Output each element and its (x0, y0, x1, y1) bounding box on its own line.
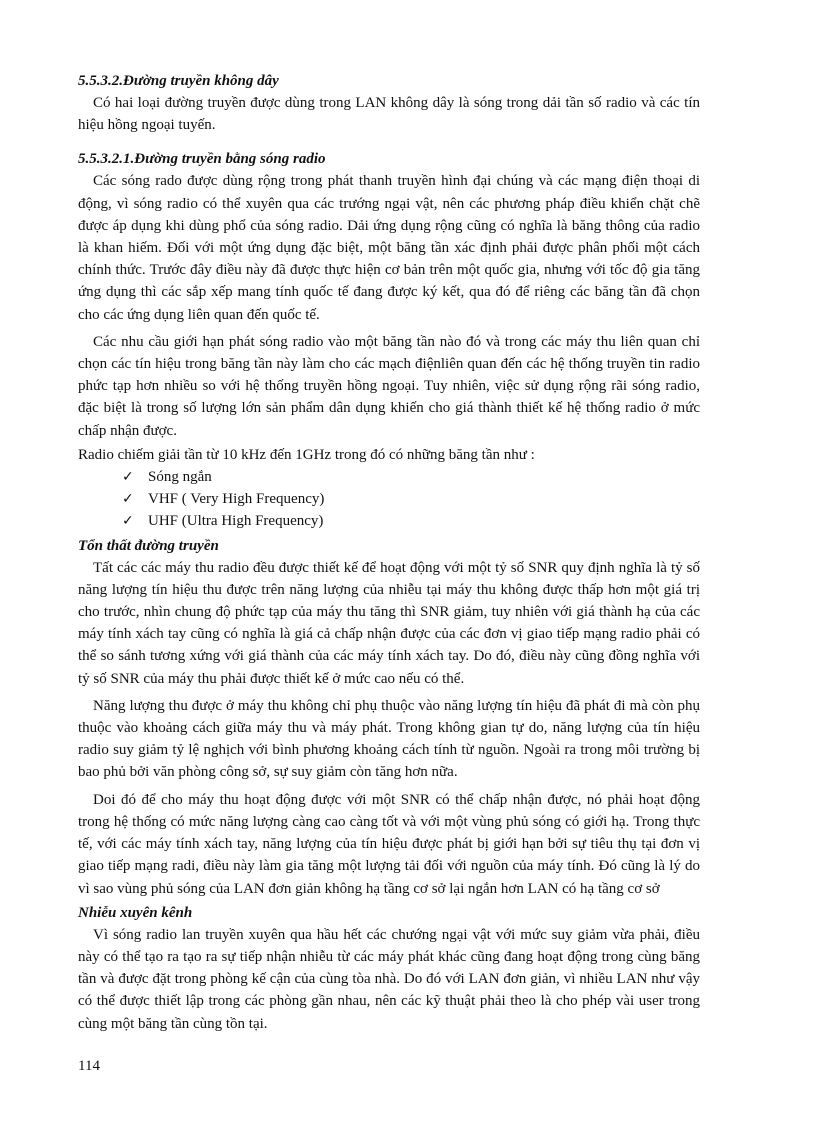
section-heading-crosstalk: Nhiễu xuyên kênh (78, 904, 193, 921)
page-content (78, 70, 700, 1035)
paragraph: Năng lượng thu được ở máy thu không chỉ phụ thuộc vào năng lượng tín hiệu đã phát đi mà còn phụ thuộc vào khoảng cách giữa máy thu và máy phát. Trong không gian tự do, năng lượng của tín hiệu radio suy giảm tỷ lệ nghịch với bình phương khoảng cách tính từ nguồn. Ngoài ra trong môi trường bị bao phủ bởi văn phòng công sở, sự suy giảm còn tăng hơn nữa. (78, 697, 700, 781)
check-icon: ✓ (122, 513, 134, 530)
page-number: 114 (78, 1058, 100, 1074)
list-item (122, 488, 700, 510)
list-item-text: VHF ( Very High Frequency) (148, 491, 325, 508)
paragraph: Các sóng rado được dùng rộng trong phát thanh truyền hình đại chúng và các mạng điện thoại di động, vì sóng radio có thể xuyên qua các trướng ngại vật, nên các phương pháp điều khiển chặt chẽ được áp dụng khi dùng phổ của sóng radio. Dải ứng dụng rộng cũng có nghĩa là băng thông của radio là khan hiếm. Đối với một ứng dụng đặc biệt, một băng tần xác định phải được phân phối một cách chính thức. Trước đây điều này đã được thực hiện cơ bản trên một quốc gia, nhưng với tốc độ gia tăng ứng dụng thì các sắp xếp mang tính quốc tế đang được ký kết, qua đó để riêng các băng tần đã chọn cho các ứng dụng liên quan đến quốc tế. (78, 173, 700, 323)
section-heading-radio: 5.5.3.2.1.Đường truyền bằng sóng radio (78, 151, 326, 168)
bullet-list (78, 466, 700, 533)
paragraph: Các nhu cầu giới hạn phát sóng radio vào một băng tần nào đó và trong các máy thu liên quan chỉ chọn các tín hiệu trong băng tần này làm cho các mạch điệnliên quan đến các hệ thống truyền tin radio phức tạp hơn nhiều so với hệ thống truyền hồng ngoại. Tuy nhiên, việc sử dụng rộng rãi sóng radio, đặc biệt là trong số lượng lớn sản phẩm dân dụng khiến cho giá thành thiết kế hệ thống radio ở mức chấp nhận được. (78, 333, 700, 439)
check-icon: ✓ (122, 491, 134, 508)
list-item-text: Sóng ngắn (148, 469, 212, 486)
check-icon: ✓ (122, 469, 134, 486)
section-heading-transmission-loss: Tổn thất đường truyền (78, 537, 219, 554)
paragraph: Có hai loại đường truyền được dùng trong LAN không dây là sóng trong dải tần số radio và các tín hiệu hồng ngoại tuyến. (78, 95, 700, 134)
section-heading-wireless-media: 5.5.3.2.Đường truyền không dây (78, 73, 279, 89)
list-item-text: UHF (Ultra High Frequency) (148, 513, 324, 530)
list-item (122, 510, 700, 532)
paragraph: Doi đó để cho máy thu hoạt động được với một SNR có thể chấp nhận được, nó phải hoạt động trong hệ thống có mức năng lượng càng cao càng tốt và với một vùng phủ sóng có giới hạ. Trong thực tế, với các máy tính xách tay, năng lượng của tín hiệu được phát bị giới hạn bởi sự tiêu thụ tại đơn vị giao tiếp mạng radi, điều này làm gia tăng một lượng tải đối với nguồn của máy tính. Đó cũng là lý do vì sao vùng phủ sóng của LAN đơn giản không hạ tầng cơ sở lại ngắn hơn LAN có hạ tầng cơ sở (78, 791, 700, 897)
paragraph: Radio chiếm giải tần từ 10 kHz đến 1GHz trong đó có những băng tần như : (78, 446, 535, 463)
list-item (122, 466, 700, 488)
paragraph: Tất các các máy thu radio đều được thiết kế để hoạt động với một tỷ số SNR quy định nghĩa là tỷ số năng lượng tín hiệu thu được trên năng lượng của nhiễu tại máy thu không được thấp hơn một giá trị cho trước, nhìn chung độ phức tạp của máy thu tăng thì SNR giảm, tuy nhiên với giá thành hạ của các máy tính xách tay cũng có nghĩa là giá cả chấp nhận được của các đơn vị giao tiếp mạng radio phải có thể so sánh tương xứng với giá thành của các máy tính xách tay. Do đó, điều này cũng đồng nghĩa với tỷ số SNR của máy thu phải được thiết kế ở mức cao nếu có thể. (78, 559, 700, 687)
paragraph: Vì sóng radio lan truyền xuyên qua hầu hết các chướng ngại vật với mức suy giảm vừa phải, điều này có thể tạo ra tạo ra sự tiếp nhận nhiễu từ các máy phát khác cũng đang hoạt động trong cùng băng tần và được đặt trong phòng kế cận của cùng tòa nhà. Do đó với LAN đơn giản, vì nhiều LAN như vậy có thể được thiết lập trong các phòng gần nhau, nên các kỹ thuật phải theo là cho phép vài user trong cùng một băng tần cùng tồn tại. (78, 926, 700, 1032)
